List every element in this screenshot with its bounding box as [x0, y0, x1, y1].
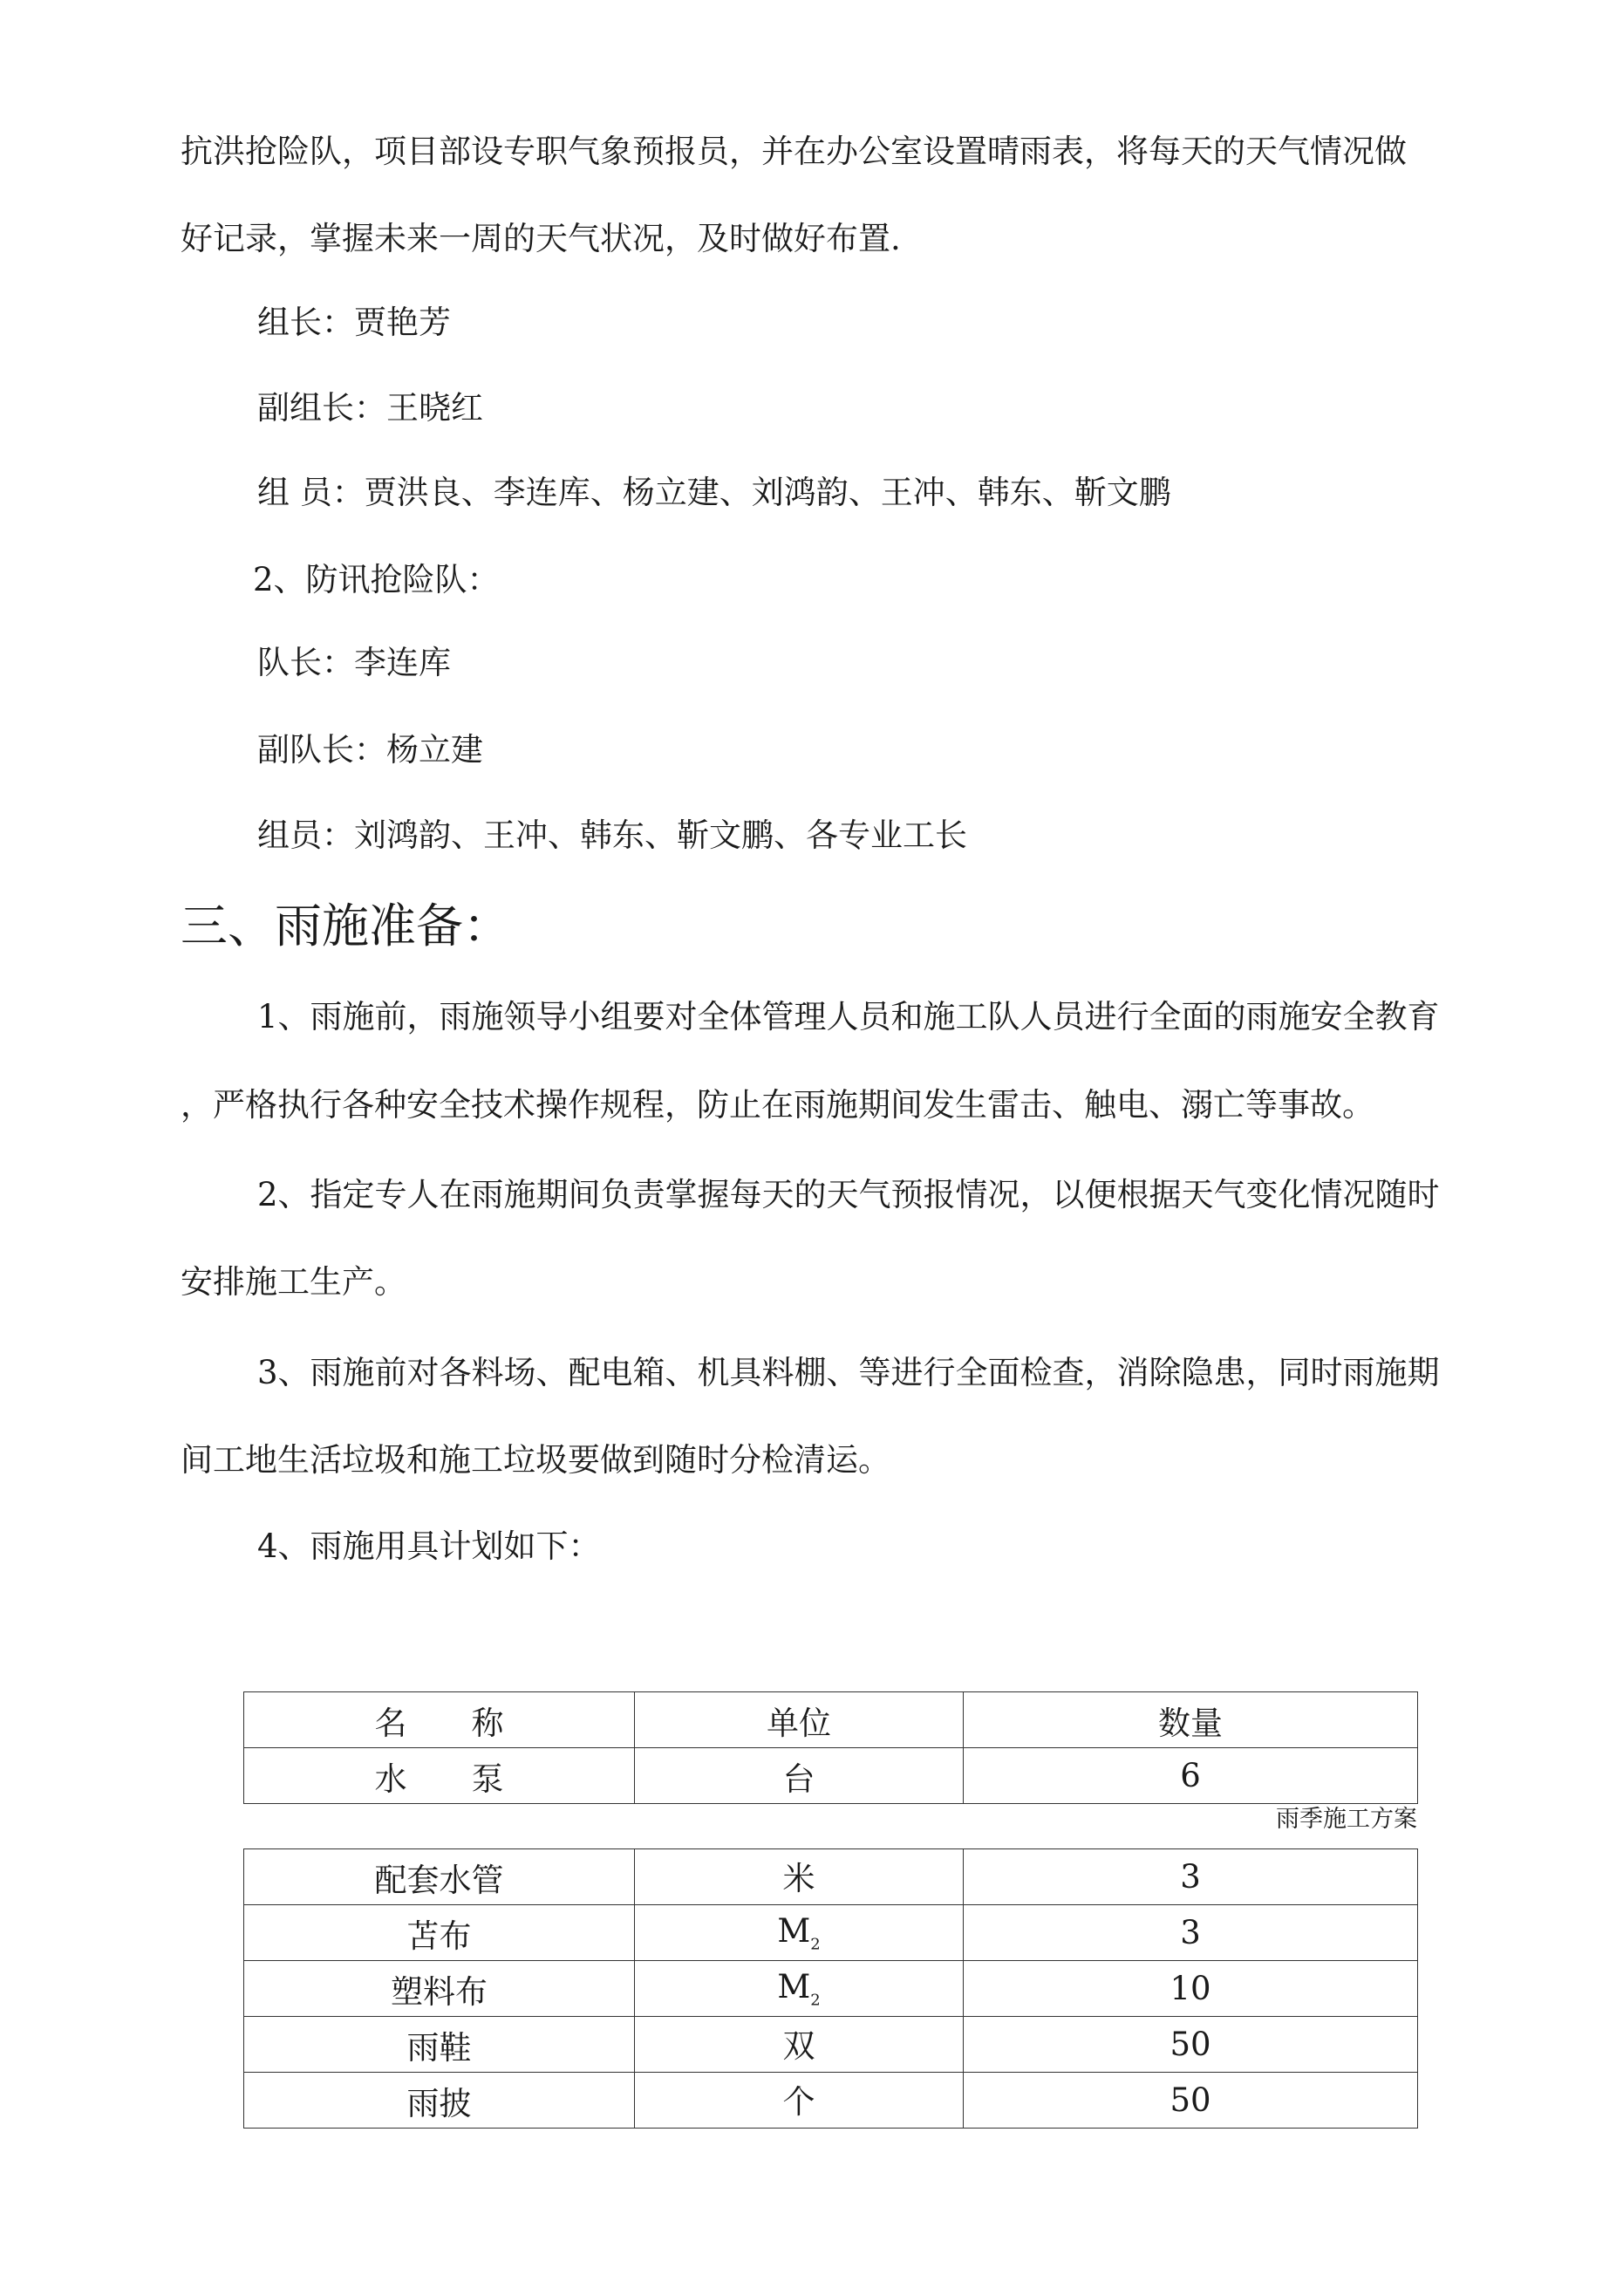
- table-cell: 雨披: [244, 2073, 635, 2129]
- paragraph-line: 间工地生活垃圾和施工垃圾要做到随时分检清运。: [181, 1441, 890, 1479]
- running-header: 雨季施工方案: [1276, 1806, 1417, 1833]
- table-cell: [635, 1849, 964, 1905]
- tools-table-bottom: [243, 1848, 1418, 2129]
- members-line: 组 员：贾洪良、李连库、杨立建、刘鸿韵、王冲、韩东、靳文鹏: [257, 474, 1171, 511]
- table-cell: 10: [964, 1961, 1418, 2017]
- table-row: [244, 2073, 1418, 2129]
- table-header-cell: 数量: [964, 1692, 1418, 1748]
- section-heading: 三、雨施准备：: [181, 899, 510, 953]
- table-row: [244, 1905, 1418, 1961]
- unit-text: M: [777, 1967, 811, 2006]
- tools-table-top: [243, 1691, 1418, 1804]
- table-row: [244, 2017, 1418, 2073]
- table-cell: [635, 1905, 964, 1961]
- table-cell: 雨鞋: [244, 2017, 635, 2073]
- table-cell: [635, 1961, 964, 2017]
- table-cell: 50: [964, 2073, 1418, 2129]
- table-cell: 3: [964, 1905, 1418, 1961]
- table-cell: 苫布: [244, 1905, 635, 1961]
- table-cell: [635, 2073, 964, 2129]
- team2-leader-line: 队长：李连库: [257, 644, 451, 681]
- table-cell: 水 泵: [244, 1748, 635, 1804]
- paragraph-line: 安排施工生产。: [181, 1263, 406, 1301]
- table-header-cell: 单位: [635, 1692, 964, 1748]
- table-row: [244, 1748, 1418, 1804]
- table-cell: [635, 2017, 964, 2073]
- team2-title: 2、防讯抢险队：: [253, 561, 500, 598]
- table-cell: 3: [964, 1849, 1418, 1905]
- unit-subscript: 2: [810, 1935, 821, 1954]
- paragraph-line: 4、雨施用具计划如下：: [257, 1527, 601, 1565]
- paragraph-line: 1、雨施前，雨施领导小组要对全体管理人员和施工队人员进行全面的雨施安全教育: [257, 998, 1440, 1035]
- table-cell: 50: [964, 2017, 1418, 2073]
- table-cell: 塑料布: [244, 1961, 635, 2017]
- unit-subscript: 2: [810, 1991, 821, 2010]
- paragraph-line: ，严格执行各种安全技术操作规程，防止在雨施期间发生雷击、触电、溺亡等事故。: [181, 1086, 1374, 1124]
- table-cell: 台: [635, 1748, 964, 1804]
- table-cell: 6: [964, 1748, 1418, 1804]
- vice-leader-line: 副组长：王晓红: [257, 389, 483, 427]
- paragraph-line: 3、雨施前对各料场、配电箱、机具料棚、等进行全面检查，消除隐患，同时雨施期: [257, 1354, 1440, 1391]
- leader-line: 组长：贾艳芳: [257, 304, 451, 341]
- team2-vice-line: 副队长：杨立建: [257, 731, 483, 769]
- unit-text: 米: [782, 1860, 815, 1898]
- unit-text: M: [777, 1911, 811, 1950]
- team2-members-line: 组员：刘鸿韵、王冲、韩东、靳文鹏、各专业工长: [257, 817, 967, 854]
- table-header-cell: 名 称: [244, 1692, 635, 1748]
- table-cell: 配套水管: [244, 1849, 635, 1905]
- paragraph-line: 抗洪抢险队，项目部设专职气象预报员，并在办公室设置晴雨表，将每天的天气情况做: [181, 133, 1407, 170]
- table-row: [244, 1849, 1418, 1905]
- unit-text: 双: [782, 2027, 815, 2066]
- table-header-row: [244, 1692, 1418, 1748]
- paragraph-line: 好记录，掌握未来一周的天气状况，及时做好布置.: [181, 220, 901, 257]
- paragraph-line: 2、指定专人在雨施期间负责掌握每天的天气预报情况，以便根据天气变化情况随时: [257, 1176, 1440, 1213]
- unit-text: 个: [782, 2083, 815, 2122]
- table-row: [244, 1961, 1418, 2017]
